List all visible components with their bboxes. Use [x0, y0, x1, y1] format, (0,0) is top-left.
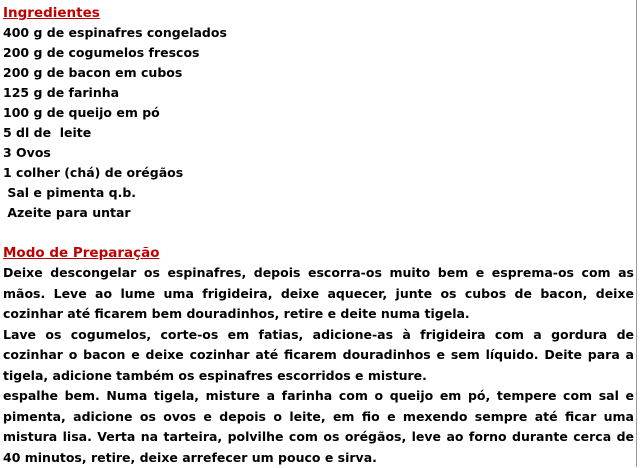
ingredient-item: Sal e pimenta q.b. [3, 185, 137, 200]
preparation-paragraph: Deixe descongelar os espinafres, depois escorra-os muito bem e esprema-os com as mãos. Leve ao lume uma frigideira, deixe aquecer, junte os cubos de bacon, deixe cozinhar até ficarem bem douradinhos, retire e deite numa tigela. [3, 265, 634, 321]
preparation-paragraph: Lave os cogumelos, corte-os em fatias, adicione-as à frigideira com a gordura de cozinhar o bacon e deixe cozinhar até ficarem douradinhos e sem líquido. Deite para a tigela, adicione também os espinafres escorridos e misture. [3, 326, 634, 383]
ingredient-item: 3 Ovos [3, 145, 51, 160]
ingredient-item: 100 g de queijo em pó [3, 105, 160, 120]
ingredient-item: 1 colher (chá) de orégãos [3, 165, 184, 180]
ingredients-list [3, 23, 632, 223]
ingredient-item: Azeite para untar [3, 205, 131, 220]
ingredients-heading: Ingredientes [3, 5, 100, 21]
section-spacer [3, 223, 632, 243]
preparation-paragraph: espalhe bem. Numa tigela, misture a farinha com o queijo em pó, tempere com sal e pimenta, adicione os ovos e depois o leite, em fio e mexendo sempre até ficar uma mistura lisa. Verta na tarteira, polvilhe com os orégãos, leve ao forno durante cerca de 40 minutos, retire, deixe arrefecer um pouco e sirva. [3, 388, 634, 465]
ingredient-item: 5 dl de leite [3, 125, 92, 140]
ingredient-item: 400 g de espinafres congelados [3, 25, 227, 40]
ingredient-item: 200 g de cogumelos frescos [3, 45, 200, 60]
ingredient-item: 125 g de farinha [3, 85, 120, 100]
preparation-heading: Modo de Preparação [3, 245, 160, 261]
ingredient-item: 200 g de bacon em cubos [3, 65, 183, 80]
